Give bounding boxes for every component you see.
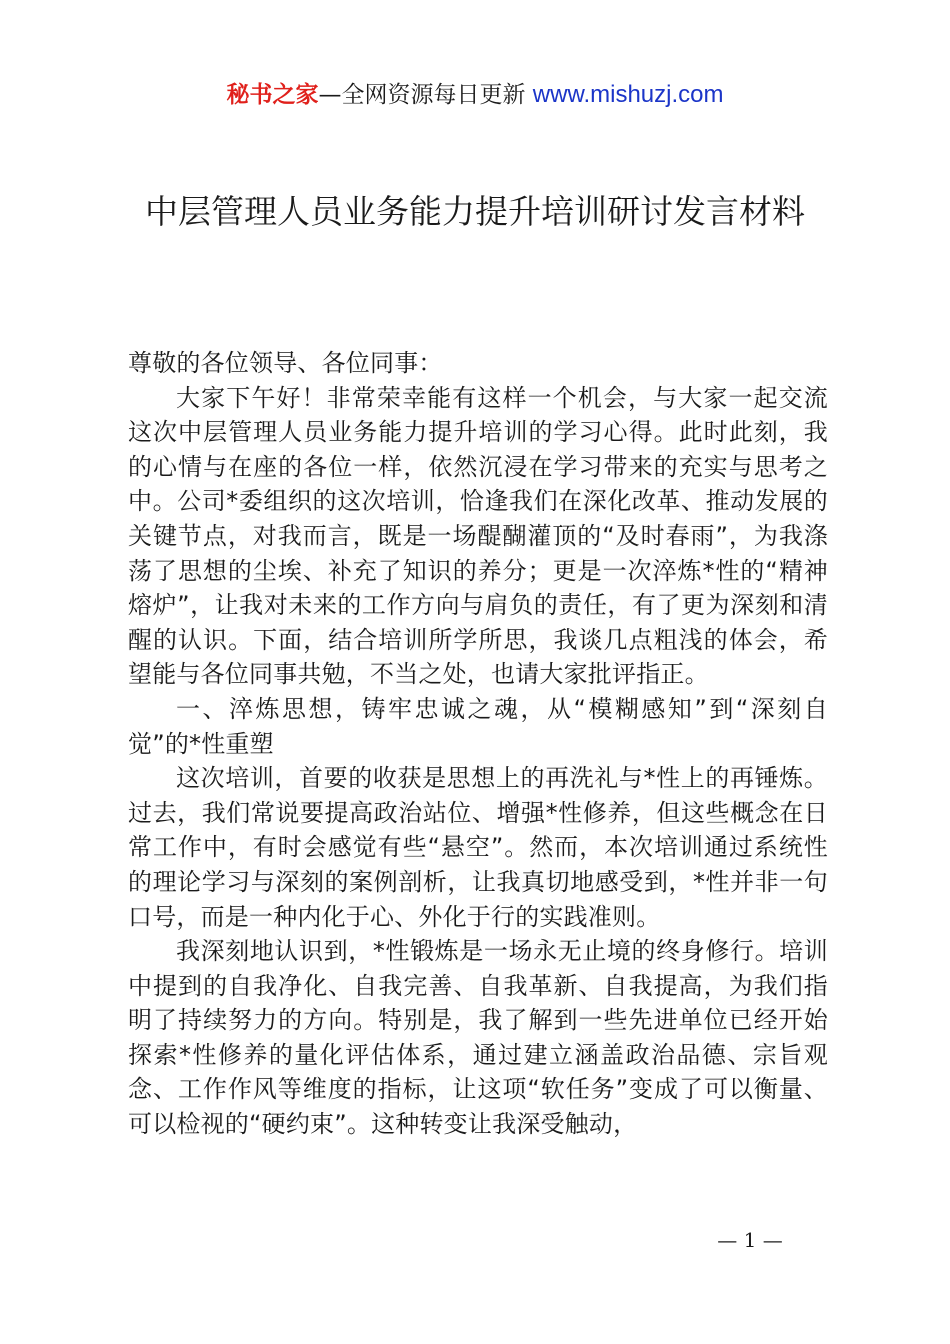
brand-name: 秘书之家 <box>226 82 319 108</box>
paragraph-section-1-a: 这次培训，首要的收获是思想上的再洗礼与*性上的再锤炼。过去，我们常说要提高政治站位、增强*性修养，但这些概念在日常工作中，有时会感觉有些“悬空”。然而，本次培训通过系统性的理论学习与深刻的案例剖析，让我真切地感受到，*性并非一句口号，而是一种内化于心、外化于行的实践准则。 <box>128 764 828 931</box>
paragraph-opening: 大家下午好！非常荣幸能有这样一个机会，与大家一起交流这次中层管理人员业务能力提升培训的学习心得。此时此刻，我的心情与在座的各位一样，依然沉浸在学习带来的充实与思考之中。公司*委组织的这次培训，恰逢我们在深化改革、推动发展的关键节点，对我而言，既是一场醍醐灌顶的“及时春雨”，为我涤荡了思想的尘埃、补充了知识的养分；更是一次淬炼*性的“精神熔炉”，让我对未来的工作方向与肩负的责任，有了更为深刻和清醒的认识。下面，结合培训所学所思，我谈几点粗浅的体会，希望能与各位同事共勉，不当之处，也请大家批评指正。 <box>128 383 828 689</box>
header-tagline: —全网资源每日更新 <box>318 82 526 108</box>
document-title: 中层管理人员业务能力提升培训研讨发言材料 <box>145 192 805 231</box>
salutation: 尊敬的各位领导、各位同事： <box>128 349 443 377</box>
site-header <box>0 78 950 112</box>
page-number: — 1 — <box>717 1228 783 1252</box>
document-body <box>128 346 828 1142</box>
paragraph-section-1-b: 我深刻地认识到，*性锻炼是一场永无止境的终身修行。培训中提到的自我净化、自我完善、自我革新、自我提高，为我们指明了持续努力的方向。特别是，我了解到一些先进单位已经开始探索*性修养的量化评估体系，通过建立涵盖政治品德、宗旨观念、工作作风等维度的指标，让这项“软任务”变成了可以衡量、可以检视的“硬约束”。这种转变让我深受触动， <box>128 937 828 1139</box>
section-heading-1: 一、淬炼思想，铸牢忠诚之魂，从“模糊感知”到“深刻自觉”的*性重塑 <box>128 694 828 758</box>
site-url[interactable]: www.mishuzj.com <box>532 81 724 108</box>
